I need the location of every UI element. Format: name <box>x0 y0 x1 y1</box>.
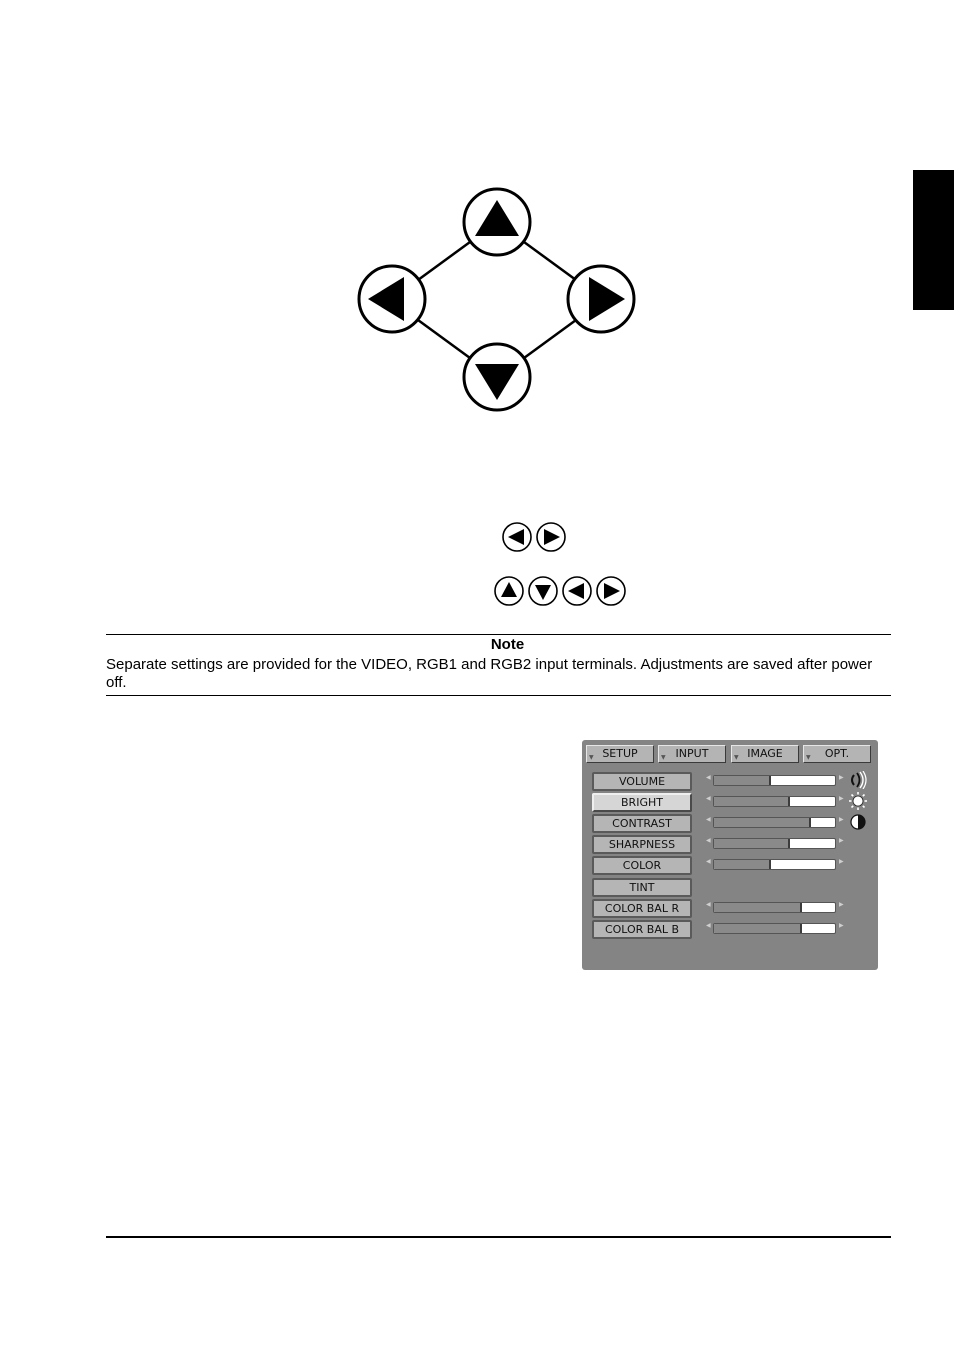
tab-chevron-down-icon: ▼ <box>734 754 739 761</box>
menu-item-sharpness[interactable]: SHARPNESS <box>592 835 692 854</box>
arrow-up-icon <box>493 576 525 606</box>
menu-item-volume[interactable]: VOLUME <box>592 772 692 791</box>
level-bar-contrast[interactable] <box>713 817 836 828</box>
arrow-right-icon <box>535 522 567 552</box>
decrease-arrow-icon[interactable]: ◀ <box>706 901 711 908</box>
contrast-icon <box>848 813 868 831</box>
tab-setup[interactable] <box>586 745 654 763</box>
menu-item-bright[interactable]: BRIGHT <box>592 793 692 812</box>
tab-chevron-down-icon: ▼ <box>661 754 666 761</box>
decrease-arrow-icon[interactable]: ◀ <box>706 774 711 781</box>
tab-image[interactable] <box>731 745 799 763</box>
level-bar-fill <box>714 903 802 912</box>
increase-arrow-icon[interactable]: ▶ <box>839 901 844 908</box>
osd-item-list <box>592 772 694 942</box>
level-bar-sharpness[interactable] <box>713 838 836 849</box>
tab-label: OPT. <box>824 747 850 760</box>
dpad-right-button <box>568 266 634 332</box>
dpad-left-button <box>359 266 425 332</box>
decrease-arrow-icon[interactable]: ◀ <box>706 858 711 865</box>
note-bottom-rule <box>106 695 891 696</box>
level-bar-fill <box>714 776 771 785</box>
menu-item-color-bal-r[interactable]: COLOR BAL R <box>592 899 692 918</box>
level-bar-volume[interactable] <box>713 775 836 786</box>
footer-rule <box>106 1236 891 1238</box>
note-top-rule <box>106 634 891 635</box>
sun-icon <box>848 792 868 810</box>
note-title: Note <box>490 636 525 653</box>
increase-arrow-icon[interactable]: ▶ <box>839 837 844 844</box>
tab-opt[interactable] <box>803 745 871 763</box>
level-bar-fill <box>714 818 811 827</box>
decrease-arrow-icon[interactable]: ◀ <box>706 816 711 823</box>
tab-label: IMAGE <box>747 747 783 760</box>
decrease-arrow-icon[interactable]: ◀ <box>706 922 711 929</box>
level-bar-fill <box>714 860 771 869</box>
tab-label: INPUT <box>675 747 709 760</box>
level-bar-bright[interactable] <box>713 796 836 807</box>
increase-arrow-icon[interactable]: ▶ <box>839 774 844 781</box>
dpad-up-button <box>464 189 530 255</box>
osd-setup-menu <box>582 740 878 970</box>
four-arrow-button-row <box>493 576 627 606</box>
arrow-right-icon <box>595 576 627 606</box>
arrow-left-icon <box>561 576 593 606</box>
direction-pad-diagram <box>340 180 660 420</box>
increase-arrow-icon[interactable]: ▶ <box>839 795 844 802</box>
decrease-arrow-icon[interactable]: ◀ <box>706 795 711 802</box>
level-bar-color[interactable] <box>713 859 836 870</box>
decrease-arrow-icon[interactable]: ◀ <box>706 837 711 844</box>
left-right-button-pair <box>501 522 567 552</box>
arrow-down-icon <box>527 576 559 606</box>
speaker-icon <box>848 771 868 789</box>
menu-item-contrast[interactable]: CONTRAST <box>592 814 692 833</box>
level-bar-color-bal-b[interactable] <box>713 923 836 934</box>
tab-input[interactable] <box>658 745 726 763</box>
menu-item-tint[interactable]: TINT <box>592 878 692 897</box>
menu-item-color-bal-b[interactable]: COLOR BAL B <box>592 920 692 939</box>
level-bar-fill <box>714 797 790 806</box>
side-thumb-tab <box>913 170 954 310</box>
increase-arrow-icon[interactable]: ▶ <box>839 922 844 929</box>
dpad-down-button <box>464 344 530 410</box>
tab-chevron-down-icon: ▼ <box>806 754 811 761</box>
arrow-left-icon <box>501 522 533 552</box>
menu-item-color[interactable]: COLOR <box>592 856 692 875</box>
increase-arrow-icon[interactable]: ▶ <box>839 816 844 823</box>
level-bar-fill <box>714 839 790 848</box>
note-text: Separate settings are provided for the VIDEO, RGB1 and RGB2 input terminals. Adjustments are saved after power off. <box>106 656 873 691</box>
level-bar-color-bal-r[interactable] <box>713 902 836 913</box>
level-bar-fill <box>714 924 802 933</box>
tab-chevron-down-icon: ▼ <box>589 754 594 761</box>
increase-arrow-icon[interactable]: ▶ <box>839 858 844 865</box>
tab-label: SETUP <box>602 747 638 760</box>
